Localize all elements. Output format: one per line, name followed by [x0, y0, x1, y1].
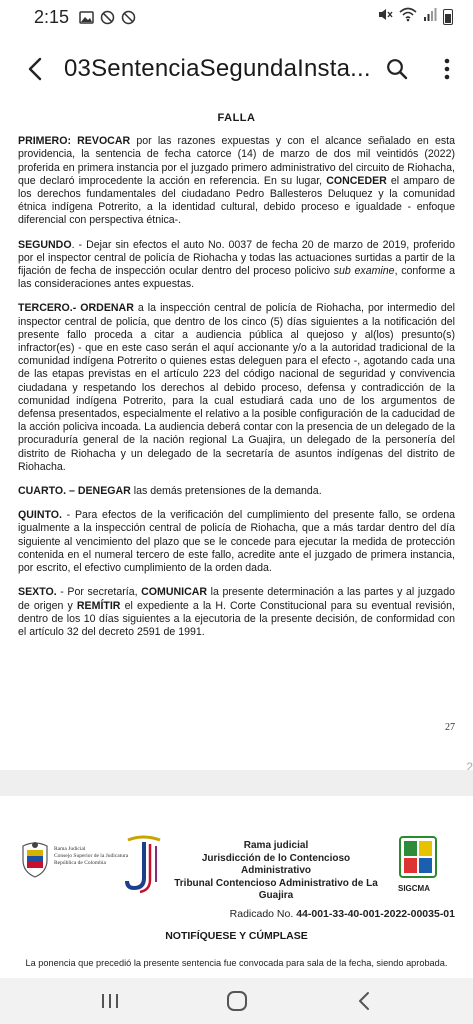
paragraph-lead: QUINTO. [18, 509, 62, 522]
battery-icon [443, 9, 453, 25]
app-bar [0, 40, 473, 98]
signal-icon [423, 7, 437, 27]
page-separator [0, 770, 473, 796]
tribunal-j-logo [122, 832, 164, 894]
status-time: 2:15 [34, 6, 70, 27]
document-page[interactable] [0, 100, 473, 770]
back-icon [357, 991, 371, 1011]
page-number: 27 [445, 722, 455, 733]
radicado-value: 44-001-33-40-001-2022-00035-01 [296, 908, 455, 920]
status-right [377, 7, 453, 27]
home-button[interactable] [217, 986, 257, 1016]
paragraph-lead: CUARTO. – DENEGAR [18, 485, 131, 498]
home-icon [226, 990, 248, 1012]
paragraph-quinto [18, 509, 455, 575]
mute-icon [377, 7, 393, 27]
recents-icon [100, 992, 120, 1010]
ponencia-text: La ponencia que precedió la presente sentencia fue convocada para sala de la fecha, siendo aprobada. [25, 958, 448, 968]
paragraph-text: las demás pretensiones de la demanda. [130, 485, 322, 498]
logo-caption-line: Rama Judicial [54, 846, 86, 852]
paragraph-lead: PRIMERO: REVOCAR [18, 135, 131, 148]
image-icon [79, 10, 94, 25]
blocked-icon [121, 10, 136, 25]
paragraph-text: a la inspección central de policía de Riohacha, por intermedio del inspector central de policía, que dentro de los cinco (5) días siguientes a la notificación del presente fallo proceda a citar a audiencia pública al quejoso y al(los) presunto(s) infractor(es) - que en este caso serán el aquí accionante y/o a la autoridad tradicional de la comunidad indígena Potrerito o quienes estas deleguen para el efecto -, agotando cada una de las etapas previstas en el artículo 223 del código nacional de seguridad y convivencia ciudadana y respetando los derechos al debido proceso, defensa y contradicción de la comunidad indígena Potrerito, para la cual estudiará cada uno de los argumentos de defensa presentados, especialmente el relativo a la posible configuración de la caducidad de la acción policiva incoada. La audiencia deberá contar con la presencia de un delegado de la procuraduría general de la nación regional La Guajira, un delegado de la personería del distrito de Riohacha y un delegado de la secretaría de asuntos indígenas del distrito de Riohacha. [18, 302, 455, 473]
court-header-line: Rama judicial [243, 840, 309, 851]
radicado-label: Radicado No. [229, 908, 297, 920]
paragraph-text: . - Dejar sin efectos el auto No. 0037 de fecha 20 de marzo de 2019, proferido por el inspector central de policía de Riohacha y todas las actuaciones surtidas a partir de la fijación de fecha de inspección ocular dentro del proceso policivo [18, 238, 455, 278]
search-button[interactable] [383, 55, 411, 83]
document-title: 03SentenciaSegundaInsta... [64, 55, 371, 82]
section-heading: FALLA [217, 112, 256, 124]
sigcma-logo [399, 836, 437, 878]
paragraph-italic: sub examine [333, 265, 395, 278]
status-bar [0, 0, 473, 34]
logo-caption [54, 846, 128, 866]
paragraph-bold: COMUNICAR [141, 586, 208, 599]
court-header-line: Jurisdicción de lo Contencioso Administrativo [201, 852, 351, 876]
paragraph-bold: CONCEDER [326, 174, 387, 187]
paragraph-segundo [18, 239, 455, 292]
paragraph-text: , conforme a las consideraciones antes expuestas. [18, 265, 455, 291]
sigcma-label: SIGCMA [398, 884, 430, 893]
radicado-number [230, 908, 455, 920]
colombia-shield-logo [20, 840, 50, 878]
notifiquese-heading: NOTIFÍQUESE Y CÚMPLASE [165, 930, 308, 942]
paragraph-primero [18, 135, 455, 227]
paragraph-sexto [18, 586, 455, 639]
recents-button[interactable] [90, 986, 130, 1016]
search-icon [386, 58, 408, 80]
paragraph-cuarto [18, 485, 455, 498]
more-vertical-icon [444, 58, 450, 80]
court-header [166, 840, 386, 903]
document-page-next[interactable] [0, 796, 473, 978]
system-nav-bar [0, 978, 473, 1024]
paragraph-text: el amparo de los derechos fundamentales del ciudadano Pedro Ballesteros Deluquez y la comunidad étnica indígena Potrerito, a la identidad cultural, debido proceso e igualdade - enfoque diferencial con perspectiva étnica-. [18, 174, 456, 227]
paragraph-text: por las razones expuestas y con el alcance señalado en esta providencia, la sentencia de fecha catorce (14) de marzo de dos mil veintidós (2022) proferida en primera instancia por el juzgado primero administrativo del circuito de Riohacha, que declaró improcedente la acción en referencia. En su lugar, [18, 135, 456, 187]
paragraph-lead: SEGUNDO [18, 238, 72, 251]
app-actions [383, 55, 461, 83]
paragraph-text: el expediente a la H. Corte Constitucional para su eventual revisión, dentro de los 10 días siguientes a la ejecutoria de la presente decisión, de conformidad con el artículo 32 del decreto 2591 de 1991. [18, 599, 455, 638]
status-left [34, 7, 136, 28]
paragraph-lead: SEXTO. [18, 586, 57, 599]
back-button[interactable] [18, 52, 52, 86]
nav-back-button[interactable] [344, 986, 384, 1016]
blocked-icon [100, 10, 115, 25]
court-header-line: Tribunal Contencioso Administrativo de La Guajira [174, 877, 378, 901]
paragraph-text: - Por secretaría, [56, 586, 142, 599]
page-curl-mark: 2 [466, 760, 473, 770]
logo-caption-line: Consejo Superior de la Judicatura [54, 852, 129, 859]
wifi-icon [399, 7, 417, 27]
more-options-button[interactable] [433, 55, 461, 83]
page-header [0, 832, 473, 902]
document-content [0, 100, 473, 639]
paragraph-text: - Para efectos de la verificación del cumplimiento del presente fallo, se ordena igualmente a la inspección central de policía de Riohacha, que a más tardar dentro del día siguiente al vencimiento del plazo que se le concede para ejecutar la medida de protección contenida en el numeral tercero de este fallo, acredite ante el juzgado de primera instancia, por escrito, el efectivo cumplimiento de la orden dada. [18, 509, 455, 575]
logo-caption-line: República de Colombia [54, 859, 106, 866]
paragraph-bold: REMÍTIR [76, 599, 121, 612]
paragraph-text: la presente determinación a las partes y al juzgado de origen y [18, 586, 455, 612]
paragraph-tercero [18, 302, 455, 474]
paragraph-lead: TERCERO.- ORDENAR [18, 302, 134, 315]
back-arrow-icon [27, 57, 43, 81]
